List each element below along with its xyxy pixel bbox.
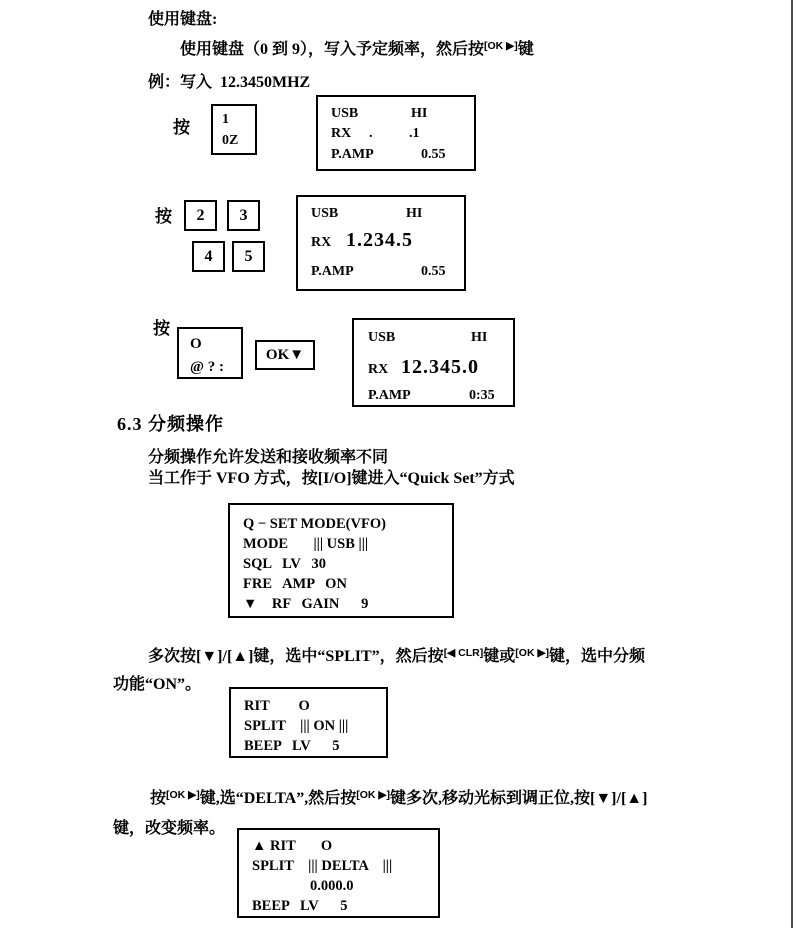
- para-delta-line-2: 键，改变频率。: [113, 820, 226, 837]
- display-box-3: [352, 318, 515, 407]
- keypad-key-1: [211, 104, 257, 155]
- display2-mode: USB: [311, 206, 339, 221]
- para-delta-seg2: 键,选“DELTA”,然后按: [199, 790, 357, 807]
- keypad-key-0: [177, 327, 243, 379]
- keypad-key-5: 5: [232, 241, 265, 272]
- qset-line-mode: MODE ||| USB |||: [243, 536, 369, 552]
- delta-menu-box: [237, 828, 440, 918]
- rit-line-beep: BEEP LV 5: [244, 738, 340, 754]
- display1-rx-value: .1: [409, 126, 420, 141]
- press-label-1: 按: [173, 118, 190, 137]
- qset-line-fre: FRE AMP ON: [243, 576, 347, 592]
- key-1-top-label: 1: [222, 112, 229, 127]
- delta-line-freq: 0.000.0: [252, 878, 354, 894]
- para-split-seg2: 键或: [483, 648, 516, 665]
- para-split-seg1: 多次按[▼]/[▲]键，选中“SPLIT”，然后按: [148, 648, 444, 665]
- press-label-2: 按: [155, 207, 172, 226]
- display1-hi: HI: [411, 106, 428, 121]
- section-para-2: 当工作于 VFO 方式，按[I/O]键进入“Quick Set”方式: [148, 470, 515, 487]
- display1-pamp-label: P.AMP: [331, 147, 374, 162]
- display3-hi: HI: [471, 330, 488, 345]
- intro-line-2-text: 使用键盘（0 到 9），写入予定频率，然后按: [180, 41, 485, 58]
- keypad-key-3: 3: [227, 200, 260, 231]
- display1-line-rx: [331, 126, 420, 142]
- display3-mode: USB: [368, 330, 396, 345]
- display-box-1: [316, 95, 476, 171]
- display2-pamp-label: P.AMP: [311, 264, 354, 279]
- qset-menu-box: [228, 503, 454, 618]
- display1-line-mode: [331, 106, 427, 122]
- clr-key-ref-icon: [◀ CLR]: [443, 647, 484, 659]
- qset-line-rfgain: ▼ RF GAIN 9: [243, 596, 369, 612]
- delta-line-rit: ▲ RIT O: [252, 838, 333, 854]
- display-box-2: [296, 195, 466, 291]
- display2-hi: HI: [406, 206, 423, 221]
- intro-example-line: 例：写入 12.3450MHZ: [148, 74, 311, 91]
- display2-pamp-value: 0.55: [421, 264, 446, 279]
- display1-pamp-value: 0.55: [421, 147, 446, 162]
- ok-key-ref2-icon: [OK ▶]: [515, 647, 550, 659]
- display1-mode: USB: [331, 106, 359, 121]
- display2-rx-label: RX: [311, 235, 332, 250]
- rit-line-split: SPLIT ||| ON |||: [244, 718, 349, 734]
- section-heading: 6.3 分频操作: [117, 414, 224, 434]
- ok-key-ref3-icon: [OK ▶]: [166, 789, 200, 801]
- keypad-key-4: 4: [192, 241, 225, 272]
- intro-line-2: [180, 36, 534, 59]
- display2-line-rx: [311, 229, 413, 252]
- para-split-line-2: 功能“ON”。: [113, 676, 202, 693]
- display3-rx-label: RX: [368, 362, 389, 377]
- display2-line-pamp: [311, 264, 446, 280]
- press-label-3: 按: [153, 319, 170, 338]
- display2-rx-value: 1.234.5: [346, 229, 413, 251]
- display1-line-pamp: [331, 147, 446, 163]
- intro-line-1: 使用键盘:: [148, 11, 218, 28]
- display1-rx-dot: .: [369, 126, 373, 141]
- para-delta-seg3: 键多次,移动光标到调正位,按[▼]/[▲]: [390, 790, 648, 807]
- keypad-key-2: 2: [184, 200, 217, 231]
- para-split-line-1: [148, 643, 645, 666]
- display3-line-rx: [368, 356, 479, 379]
- qset-line-title: Q − SET MODE(VFO): [243, 516, 386, 532]
- display1-rx-label: RX: [331, 126, 352, 141]
- rit-menu-box: [229, 687, 388, 758]
- delta-line-beep: BEEP LV 5: [252, 898, 348, 914]
- intro-line-2-suffix: 键: [517, 41, 534, 58]
- para-split-seg3: 键，选中分频: [549, 648, 646, 665]
- key-0-bottom-label: @ ? :: [190, 359, 224, 375]
- page-edge-rule: [791, 0, 793, 928]
- display3-line-mode: [368, 330, 487, 346]
- key-0-top-label: O: [190, 336, 202, 352]
- ok-key-ref-icon: [OK ▶]: [484, 40, 518, 52]
- rit-line-rit: RIT O: [244, 698, 310, 714]
- display3-pamp-label: P.AMP: [368, 388, 411, 403]
- display3-pamp-value: 0:35: [469, 388, 495, 403]
- para-delta-seg1: 按: [150, 790, 167, 807]
- para-delta-line-1: [150, 785, 647, 808]
- key-1-bottom-label: 0Z: [222, 133, 239, 148]
- display3-rx-value: 12.345.0: [401, 356, 479, 378]
- section-para-1: 分频操作允许发送和接收频率不同: [148, 449, 389, 466]
- delta-line-split: SPLIT ||| DELTA |||: [252, 858, 393, 874]
- keypad-key-ok: OK▼: [255, 340, 315, 370]
- ok-key-ref4-icon: [OK ▶]: [356, 789, 390, 801]
- display3-line-pamp: [368, 388, 495, 404]
- display2-line-mode: [311, 206, 422, 222]
- qset-line-sql: SQL LV 30: [243, 556, 327, 572]
